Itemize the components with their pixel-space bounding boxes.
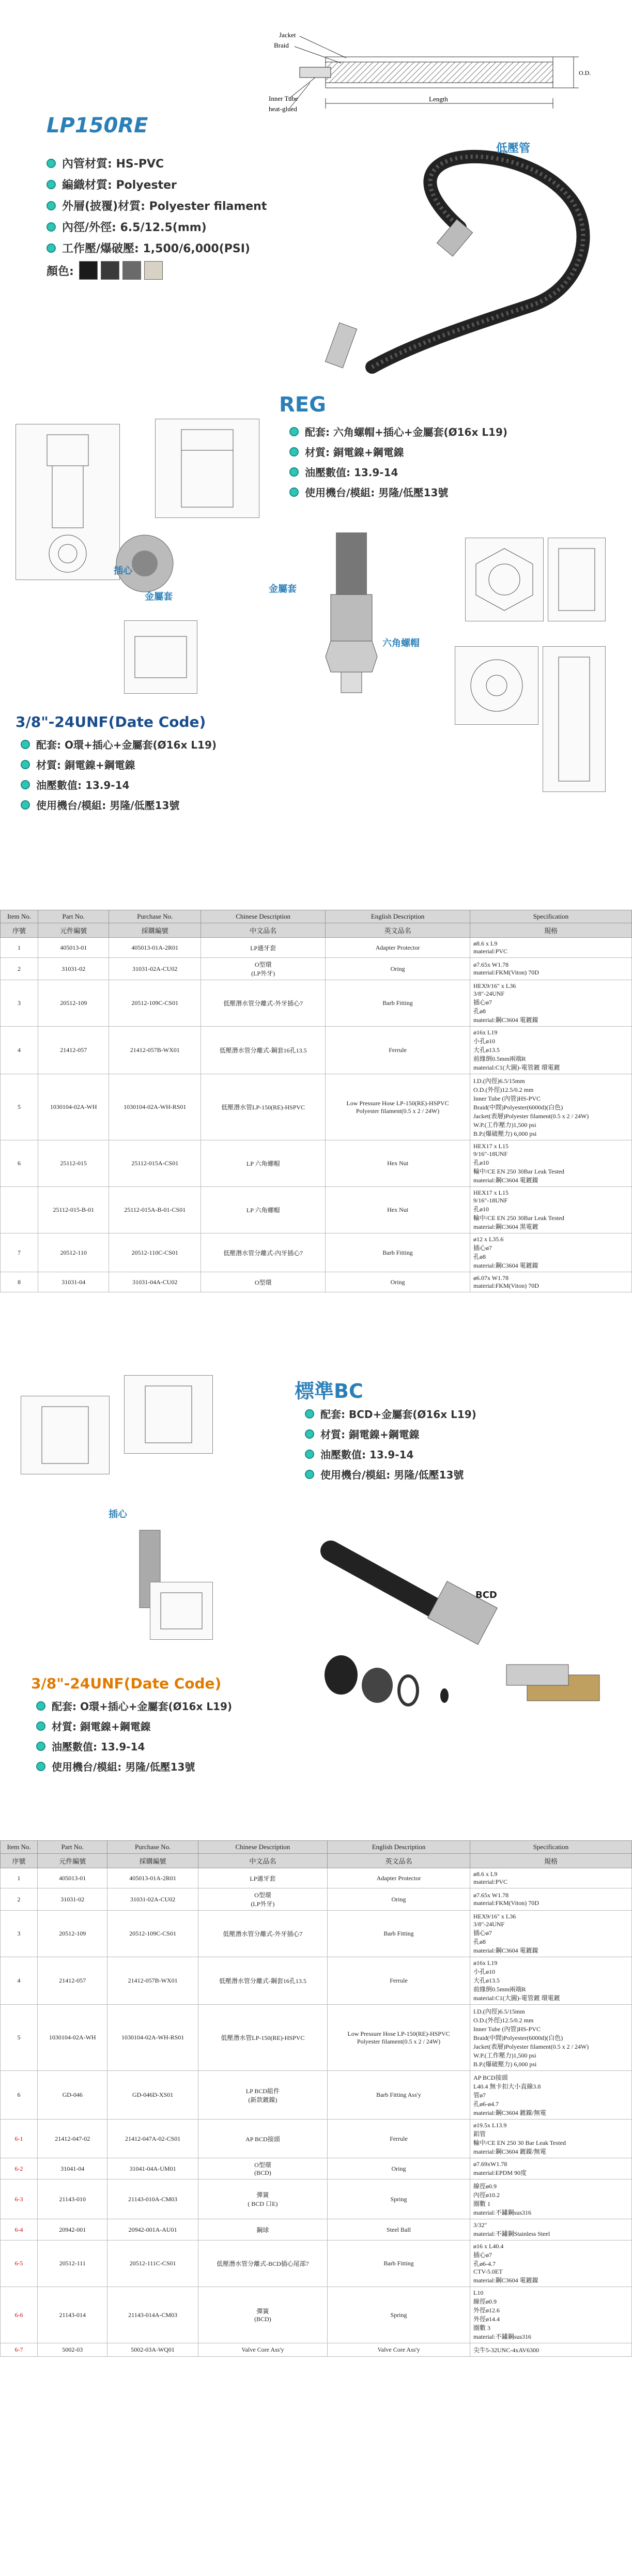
cell-en: Barb Fitting — [326, 1233, 470, 1272]
table-body — [1, 938, 632, 1292]
table-header-cn — [1, 1854, 632, 1868]
reg-barb-drawing — [455, 646, 538, 725]
section2-left-title: 3/8"-24UNF(Date Code) — [16, 713, 206, 730]
cell-no: 1 — [1, 1868, 38, 1888]
cell-purchase: 5002-03A-WQ01 — [107, 2343, 198, 2357]
cell-part: 5002-03 — [38, 2343, 107, 2357]
cell-cn: 低壓潛水管LP-150(RE)-HSPVC — [201, 1074, 326, 1140]
cell-cn: 低壓潛水管分離式-BCD插心尾部7 — [198, 2240, 327, 2287]
cell-cn: 低壓潛水管分離式-外牙插心7 — [198, 1911, 327, 1957]
table-row — [1, 1888, 632, 1911]
cell-cn: 低壓潛水管分離式-外牙插心7 — [201, 980, 326, 1027]
spec-item: 材質: 銅電鎳+鋼電鎳 — [305, 1426, 476, 1441]
col-header: Chinese Description — [198, 1841, 327, 1854]
cell-purchase: 31031-02A-CU02 — [107, 1888, 198, 1911]
cell-no — [1, 1187, 38, 1233]
cell-cn: 彈簧 ( BCD 口E) — [198, 2179, 327, 2219]
col-header: Part No. — [38, 1841, 107, 1854]
bullet-icon — [36, 1701, 45, 1711]
cell-en: Oring — [326, 958, 470, 980]
label-od: O.D. — [579, 69, 591, 77]
col-header: 中文品名 — [198, 1854, 327, 1868]
color-swatch-darkgray — [101, 261, 119, 280]
reg-sleeve-drawing — [124, 620, 197, 694]
cell-spec: ø7.65x W1.78 material:FKM(Viton) 70D — [470, 1888, 632, 1911]
bc-technical-drawing — [21, 1396, 110, 1474]
cell-en: Steel Ball — [328, 2219, 470, 2240]
hose-structure-diagram — [269, 26, 589, 119]
spec-item: 配套: O環+插心+金屬套(Ø16x L19) — [21, 737, 217, 752]
label-inner-tube: Inner Tube — [269, 95, 298, 102]
cell-spec: 線徑ø0.9 內徑ø10.2 圈數 1 material:不鏽鋼sus316 — [470, 2179, 632, 2219]
cell-purchase: 21143-010A-CM03 — [107, 2179, 198, 2219]
cell-spec: ø16 x L40.4 插心ø7 孔ø6-4.7 CTV-5.0ET material:鋼C3604 電鍍鎳 — [470, 2240, 632, 2287]
spec-item: 使用機台/模組: 男隆/低壓13號 — [289, 484, 507, 499]
label-length: Length — [429, 95, 448, 103]
bullet-icon — [47, 243, 56, 253]
bullet-icon — [305, 1450, 314, 1459]
cell-no: 4 — [1, 1027, 38, 1074]
col-header: 序號 — [1, 923, 38, 938]
cell-spec: AP BCD接頭 L40.4 無卡扣大小直線3.8 管ø7 孔ø6-ø4.7 material:鋼C3604 鍍鎳/無電 — [470, 2071, 632, 2120]
cell-purchase: 21143-014A-CM03 — [107, 2287, 198, 2343]
color-row — [47, 261, 267, 280]
bullet-icon — [305, 1470, 314, 1479]
cell-part: 21412-057 — [38, 1957, 107, 2005]
label-heat-glued: heat-glued — [269, 105, 297, 113]
bullet-icon — [36, 1721, 45, 1731]
cell-spec: HEX9/16" x L36 3/8"-24UNF 插心ø7 孔ø8 material:鋼C3604 電鍍鎳 — [470, 1911, 632, 1957]
core-label: 插心 — [114, 566, 132, 576]
spec-item: 配套: BCD+金屬套(Ø16x L19) — [305, 1406, 476, 1421]
cell-no: 6-3 — [1, 2179, 38, 2219]
bullet-icon — [289, 467, 299, 477]
cell-en: Barb Fitting — [328, 1911, 470, 1957]
section2-left-specs — [21, 737, 217, 817]
spec-item: 內徑/外徑: 6.5/12.5(mm) — [47, 219, 267, 235]
bc-sleeve-drawing — [150, 1582, 213, 1640]
table-row — [1, 2219, 632, 2240]
cell-cn: O型環 (BCD) — [198, 2158, 327, 2179]
reg-product-photo — [300, 527, 413, 713]
cell-spec: L10 線徑ø0.9 外徑ø12.6 外徑ø14.4 圈數 3 material:不鏽鋼sus316 — [470, 2287, 632, 2343]
cell-purchase: 20512-109C-CS01 — [107, 1911, 198, 1957]
cell-en: Hex Nut — [326, 1140, 470, 1187]
cell-part: 21412-057 — [38, 1027, 109, 1074]
bullet-icon — [305, 1409, 314, 1419]
cell-purchase: 20512-110C-CS01 — [109, 1233, 201, 1272]
col-header: Item No. — [1, 1841, 38, 1854]
spec-item: 油壓數值: 13.9-14 — [21, 777, 217, 792]
cell-cn: 低壓潛水管分離式-鋼套16孔13.5 — [201, 1027, 326, 1074]
sleeve-label: 金屬套 — [145, 591, 173, 602]
cell-part: 25112-015 — [38, 1140, 109, 1187]
cell-part: 20512-109 — [38, 980, 109, 1027]
bullet-icon — [21, 780, 30, 789]
cell-purchase: 25112-015A-B-01-CS01 — [109, 1187, 201, 1233]
col-header: English Description — [328, 1841, 470, 1854]
table-row — [1, 1233, 632, 1272]
table-row — [1, 2240, 632, 2287]
spec-item: 使用機台/模組: 男隆/低壓13號 — [21, 797, 217, 812]
cell-no: 1 — [1, 938, 38, 958]
cell-purchase: 31041-04A-UM01 — [107, 2158, 198, 2179]
table-header-en — [1, 1841, 632, 1854]
cell-en: Adapter Protector — [326, 938, 470, 958]
cell-spec: ø19.5x L13.9 鋁管 輪中/CE EN 250 30 Bar Leak Tested material:鋼C3604 鍍鎳/無電 — [470, 2120, 632, 2158]
sleeve-label-right: 金屬套 — [269, 584, 297, 595]
spec-item: 材質: 銅電鎳+鋼電鎳 — [36, 1718, 232, 1733]
spec-item: 材質: 銅電鎳+鋼電鎳 — [289, 444, 507, 459]
cell-cn: 低壓潛水管LP-150(RE)-HSPVC — [198, 2005, 327, 2071]
table-row — [1, 2005, 632, 2071]
bc-core-label: 插心 — [109, 1509, 127, 1520]
cell-en: Barb Fitting Ass'y — [328, 2071, 470, 2120]
table-row — [1, 2071, 632, 2120]
cell-purchase: 20942-001A-AU01 — [107, 2219, 198, 2240]
cell-part: 31031-02 — [38, 958, 109, 980]
cell-en: Oring — [328, 1888, 470, 1911]
bullet-icon — [21, 760, 30, 769]
cell-spec: HEX9/16" x L36 3/8"-24UNF 插心ø7 孔ø8 material:鋼C3604 電鍍鎳 — [470, 980, 632, 1027]
section3-title: 標準BC — [295, 1380, 363, 1403]
cell-no: 3 — [1, 980, 38, 1027]
hose-photo — [289, 124, 620, 362]
cell-en: Low Pressure Hose LP-150(RE)-HSPVC Polyester filament(0.5 x 2 / 24W) — [328, 2005, 470, 2071]
section2-title: REG — [279, 393, 326, 417]
reg-fitting-drawing — [155, 419, 259, 518]
cell-part: 31041-04 — [38, 2158, 107, 2179]
cell-part: 25112-015-B-01 — [38, 1187, 109, 1233]
col-header: Item No. — [1, 910, 38, 923]
cell-spec: ø8.6 x L9 material:PVC — [470, 938, 632, 958]
table-row — [1, 1272, 632, 1292]
bullet-icon — [21, 740, 30, 749]
cell-part: 1030104-02A-WH — [38, 2005, 107, 2071]
cell-part: 1030104-02A-WH — [38, 1074, 109, 1140]
cell-spec: ø7.69xW1.78 material:EPDM 90度 — [470, 2158, 632, 2179]
cell-no: 6 — [1, 2071, 38, 2120]
col-header: 英文品名 — [328, 1854, 470, 1868]
bullet-icon — [47, 180, 56, 189]
cell-purchase: 20512-109C-CS01 — [109, 980, 201, 1027]
table-row — [1, 2343, 632, 2357]
cell-spec: ø7.65x W1.78 material:FKM(Viton) 70D — [470, 958, 632, 980]
cell-part: 405013-01 — [38, 938, 109, 958]
cell-purchase: 31031-02A-CU02 — [109, 958, 201, 980]
col-header: Purchase No. — [107, 1841, 198, 1854]
section-reg — [0, 393, 632, 910]
cell-cn: LP適牙套 — [201, 938, 326, 958]
reg-barb-side-drawing — [543, 646, 606, 792]
bullet-icon — [47, 222, 56, 232]
table-row — [1, 1957, 632, 2005]
cell-en: Oring — [328, 2158, 470, 2179]
cell-no: 6-2 — [1, 2158, 38, 2179]
cell-spec: ø8.6 x L9 material:PVC — [470, 1868, 632, 1888]
cell-no: 2 — [1, 958, 38, 980]
table-row — [1, 1074, 632, 1140]
spec-item: 使用機台/模組: 男隆/低壓13號 — [305, 1467, 476, 1482]
cell-no: 6-5 — [1, 2240, 38, 2287]
table-row — [1, 1868, 632, 1888]
parts-table-1 — [0, 910, 632, 1292]
label-braid: Braid — [274, 41, 289, 49]
cell-spec: 尖牛5-32UNC-4xAV6300 — [470, 2343, 632, 2357]
cell-cn: LP BCD組件 (新款鍍鎳) — [198, 2071, 327, 2120]
section1-title: LP150RE — [47, 114, 148, 138]
table-row — [1, 1027, 632, 1074]
cell-no: 6-7 — [1, 2343, 38, 2357]
col-header: 規格 — [470, 923, 632, 938]
cell-no: 6-4 — [1, 2219, 38, 2240]
cell-no: 5 — [1, 2005, 38, 2071]
cell-purchase: 21412-047A-02-CS01 — [107, 2120, 198, 2158]
cell-no: 2 — [1, 1888, 38, 1911]
bullet-icon — [305, 1429, 314, 1439]
cell-part: 21143-010 — [38, 2179, 107, 2219]
col-header: Purchase No. — [109, 910, 201, 923]
col-header: 序號 — [1, 1854, 38, 1868]
cell-no: 7 — [1, 1233, 38, 1272]
bullet-icon — [36, 1742, 45, 1751]
cell-no: 3 — [1, 1911, 38, 1957]
cell-part: 31031-02 — [38, 1888, 107, 1911]
cell-en: Hex Nut — [326, 1187, 470, 1233]
section-lp150re — [0, 0, 632, 393]
col-header: 英文品名 — [326, 923, 470, 938]
table-row — [1, 980, 632, 1027]
cell-spec: HEX17 x L15 9/16"-18UNF 孔ø10 輪中/CE EN 250 30Bar Leak Tested material:鋼C3604 電鍍鎳 — [470, 1140, 632, 1187]
col-header: 採購編號 — [109, 923, 201, 938]
hose-label: 低壓管 — [496, 142, 531, 155]
table-body — [1, 1868, 632, 2357]
cell-en: Spring — [328, 2287, 470, 2343]
bullet-icon — [289, 427, 299, 436]
cell-cn: AP BCD接頭 — [198, 2120, 327, 2158]
col-header: Chinese Description — [201, 910, 326, 923]
section1-specs — [47, 155, 267, 285]
table-row — [1, 1187, 632, 1233]
color-swatch-gray — [122, 261, 141, 280]
col-header: 元件編號 — [38, 923, 109, 938]
cell-part: 21143-014 — [38, 2287, 107, 2343]
cell-part: 20512-111 — [38, 2240, 107, 2287]
bullet-icon — [289, 487, 299, 497]
section3-specs — [305, 1406, 476, 1487]
cell-part: 405013-01 — [38, 1868, 107, 1888]
cell-purchase: 405013-01A-2R01 — [107, 1868, 198, 1888]
cell-en: Valve Core Ass'y — [328, 2343, 470, 2357]
spec-item: 油壓數值: 13.9-14 — [305, 1446, 476, 1461]
cell-purchase: 405013-01A-2R01 — [109, 938, 201, 958]
parts-table-2 — [0, 1840, 632, 2357]
spec-item: 使用機台/模組: 男隆/低壓13號 — [36, 1759, 232, 1774]
col-header: Part No. — [38, 910, 109, 923]
spec-item: 材質: 銅電鎳+鋼電鎳 — [21, 757, 217, 772]
color-label: 顏色: — [47, 265, 74, 278]
spec-item: 編織材質: Polyester — [47, 176, 267, 192]
col-header: English Description — [326, 910, 470, 923]
table-row — [1, 2179, 632, 2219]
reg-hexnut-drawing — [465, 538, 544, 621]
bullet-icon — [47, 159, 56, 168]
cell-purchase: 21412-057B-WX01 — [109, 1027, 201, 1074]
bullet-icon — [21, 800, 30, 810]
col-header: 規格 — [470, 1854, 632, 1868]
cell-purchase: 31031-04A-CU02 — [109, 1272, 201, 1292]
table-row — [1, 1911, 632, 1957]
bc-product-photo — [310, 1489, 620, 1737]
cell-cn: Valve Core Ass'y — [198, 2343, 327, 2357]
reg-hexnut-side-drawing — [548, 538, 606, 621]
table-header-en — [1, 910, 632, 923]
cell-purchase: 1030104-02A-WH-RS01 — [109, 1074, 201, 1140]
cell-en: Low Pressure Hose LP-150(RE)-HSPVC Polyester filament(0.5 x 2 / 24W) — [326, 1074, 470, 1140]
col-header: 中文品名 — [201, 923, 326, 938]
cell-en: Spring — [328, 2179, 470, 2219]
section3-left-title: 3/8"-24UNF(Date Code) — [31, 1675, 222, 1692]
cell-part: 31031-04 — [38, 1272, 109, 1292]
cell-en: Ferrule — [326, 1027, 470, 1074]
cell-en: Barb Fitting — [328, 2240, 470, 2287]
bullet-icon — [36, 1762, 45, 1771]
section3-left-specs — [36, 1698, 232, 1779]
spec-item: 外層(披覆)材質: Polyester filament — [47, 197, 267, 214]
col-header: 元件編號 — [38, 1854, 107, 1868]
cell-spec: ø12 x L35.6 插心ø7 孔ø8 material:鋼C3604 電鍍鎳 — [470, 1233, 632, 1272]
col-header: 採購編號 — [107, 1854, 198, 1868]
spec-item: 內管材質: HS-PVC — [47, 155, 267, 171]
cell-part: 21412-047-02 — [38, 2120, 107, 2158]
cell-cn: O型環 (LP外牙) — [198, 1888, 327, 1911]
cell-en: Adapter Protector — [328, 1868, 470, 1888]
cell-spec: I.D.(內徑)6.5/15mm O.D.(外徑)12.5/0.2 mm Inner Tube (內管)HS-PVC Braid(中間)Polyester(6000d)(白色) Jacket(表層)Polyester filament(0.5 x 2 / 24W) W.P.(工作壓力)1,500 psi B.P.(爆破壓力) 6,000 psi — [470, 2005, 632, 2071]
table-row — [1, 2120, 632, 2158]
spec-item: 油壓數值: 13.9-14 — [289, 464, 507, 479]
table-row — [1, 2158, 632, 2179]
bullet-icon — [47, 201, 56, 210]
section2-specs — [289, 424, 507, 505]
cell-cn: 彈簧 (BCD) — [198, 2287, 327, 2343]
cell-en: Ferrule — [328, 1957, 470, 2005]
bullet-icon — [289, 447, 299, 456]
cell-spec: I.D.(內徑)6.5/15mm O.D.(外徑)12.5/0.2 mm Inner Tube (內管)HS-PVC Braid(中間)Polyester(6000d)(白色) Jacket(表層)Polyester filament(0.5 x 2 / 24W) W.P.(工作壓力)1,500 psi B.P.(爆破壓力) 6,000 psi — [470, 1074, 632, 1140]
cell-purchase: 1030104-02A-WH-RS01 — [107, 2005, 198, 2071]
cell-spec: 3/32" material:不鏽鋼Stainless Steel — [470, 2219, 632, 2240]
cell-cn: LP 六角螺帽 — [201, 1187, 326, 1233]
cell-cn: O型環 — [201, 1272, 326, 1292]
table-header-cn — [1, 923, 632, 938]
spec-item: 油壓數值: 13.9-14 — [36, 1739, 232, 1754]
bc-fitting-drawing — [124, 1375, 213, 1454]
cell-cn: 低壓潛水管分離式-鋼套16孔13.5 — [198, 1957, 327, 2005]
cell-cn: LP 六角螺帽 — [201, 1140, 326, 1187]
cell-no: 5 — [1, 1074, 38, 1140]
cell-cn: 低壓潛水管分離式-內牙插心7 — [201, 1233, 326, 1272]
cell-purchase: GD-046D-XS01 — [107, 2071, 198, 2120]
col-header: Specification — [470, 910, 632, 923]
section-bc — [0, 1354, 632, 1835]
color-swatch-beige — [144, 261, 163, 280]
cell-cn: LP適牙套 — [198, 1868, 327, 1888]
hex-nut-label: 六角螺帽 — [382, 638, 420, 649]
table-row — [1, 2287, 632, 2343]
cell-cn: 鋼球 — [198, 2219, 327, 2240]
cell-no: 4 — [1, 1957, 38, 2005]
cell-no: 8 — [1, 1272, 38, 1292]
cell-spec: ø6.07x W1.78 material:FKM(Viton) 70D — [470, 1272, 632, 1292]
table-row — [1, 938, 632, 958]
cell-no: 6-6 — [1, 2287, 38, 2343]
cell-part: 20512-110 — [38, 1233, 109, 1272]
cell-spec: ø16x L19 小孔ø10 大孔ø13.5 前緣倒0.5mm兩端R material:C1(大圓)-電管鍍 環電鍍 — [470, 1957, 632, 2005]
cell-purchase: 25112-015A-CS01 — [109, 1140, 201, 1187]
cell-part: 20942-001 — [38, 2219, 107, 2240]
cell-no: 6-1 — [1, 2120, 38, 2158]
label-jacket: Jacket — [279, 31, 296, 39]
cell-spec: ø16x L19 小孔ø10 大孔ø13.5 前緣倒0.5mm兩端R material:C1(大圓)-電管鍍 環電鍍 — [470, 1027, 632, 1074]
cell-purchase: 21412-057B-WX01 — [107, 1957, 198, 2005]
cell-no: 6 — [1, 1140, 38, 1187]
color-swatch-black — [79, 261, 98, 280]
col-header: Specification — [470, 1841, 632, 1854]
cell-spec: HEX17 x L15 9/16"-18UNF 孔ø10 輪中/CE EN 250 30Bar Leak Tested material:鋼C3604 黑電鍍 — [470, 1187, 632, 1233]
cell-en: Ferrule — [328, 2120, 470, 2158]
cell-en: Oring — [326, 1272, 470, 1292]
spec-item: 工作壓/爆破壓: 1,500/6,000(PSI) — [47, 240, 267, 256]
cell-part: 20512-109 — [38, 1911, 107, 1957]
table-row — [1, 958, 632, 980]
cell-en: Barb Fitting — [326, 980, 470, 1027]
bcd-label: BCD — [475, 1590, 497, 1601]
cell-cn: O型環 (LP外牙) — [201, 958, 326, 980]
spec-item: 配套: 六角螺帽+插心+金屬套(Ø16x L19) — [289, 424, 507, 439]
table-row — [1, 1140, 632, 1187]
cell-purchase: 20512-111C-CS01 — [107, 2240, 198, 2287]
spec-item: 配套: O環+插心+金屬套(Ø16x L19) — [36, 1698, 232, 1713]
cell-part: GD-046 — [38, 2071, 107, 2120]
